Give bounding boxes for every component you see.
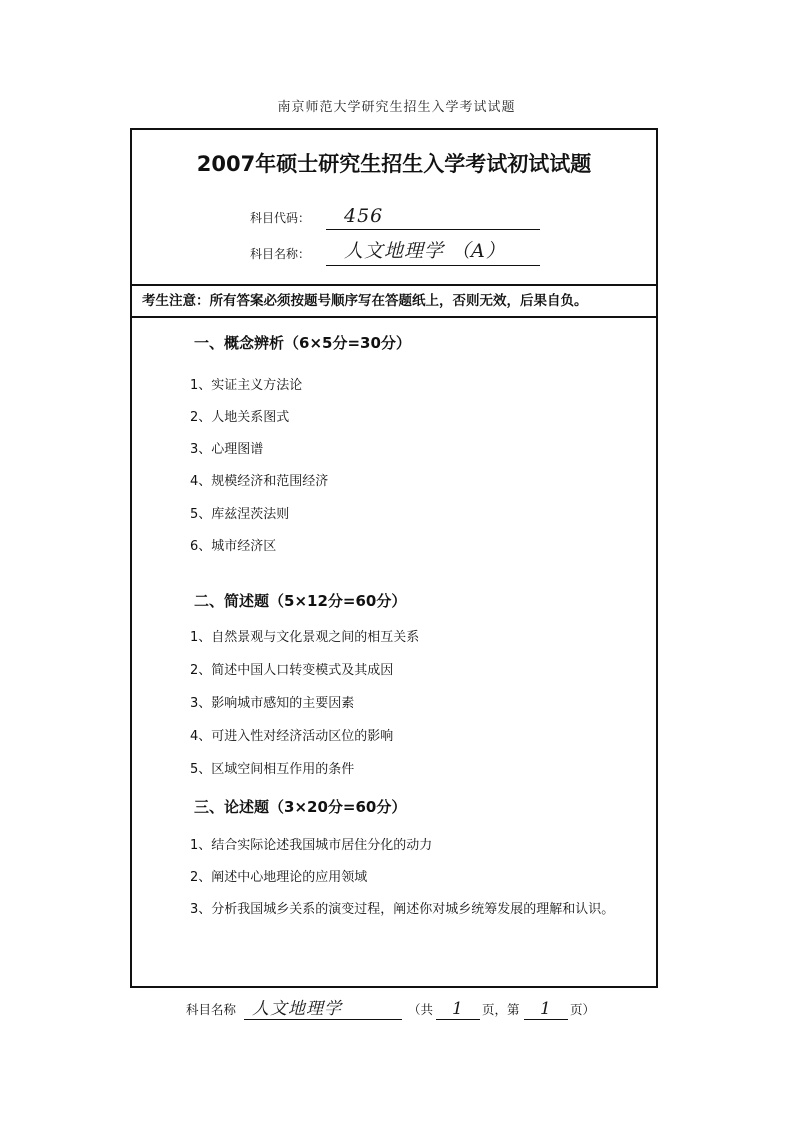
subject-name-label: 科目名称： [250,247,311,261]
subject-code-value: 456 [344,205,384,227]
question-item: 2、简述中国人口转变模式及其成因 [190,663,394,678]
subject-name-row [250,238,540,266]
question-item: 3、影响城市感知的主要因素 [190,696,355,711]
footer-name-label: 科目名称 [186,1002,237,1017]
footer-name-value: 人文地理学 [252,999,342,1019]
subject-name-value: 人文地理学 （A） [344,240,506,262]
candidate-notice: 考生注意：所有答案必须按题号顺序写在答题纸上，否则无效，后果自负。 [132,284,656,318]
question-item: 1、自然景观与文化景观之间的相互关系 [190,630,420,645]
question-item: 5、区域空间相互作用的条件 [190,762,355,777]
footer-name-line [244,997,402,1020]
question-item: 6、城市经济区 [190,539,277,554]
subject-name-line [326,237,540,266]
subject-code-line [326,201,540,230]
question-item: 2、阐述中心地理论的应用领域 [190,870,368,885]
section-title-concepts: 一、概念辨析（6×5分=30分） [194,334,411,352]
section-title-short-answer: 二、简述题（5×12分=60分） [194,592,407,610]
question-item: 3、心理图谱 [190,442,264,457]
section-title-essay: 三、论述题（3×20分=60分） [194,798,407,816]
footer-total-pages: 1 [452,999,464,1019]
footer-current-page: 1 [540,999,552,1019]
footer-page-suffix: 页） [570,1002,596,1017]
exam-title: 2007年硕士研究生招生入学考试初试试题 [196,152,592,176]
footer-page-line [524,997,568,1020]
question-item: 5、库兹涅茨法则 [190,507,290,522]
question-item: 3、分析我国城乡关系的演变过程，阐述你对城乡统筹发展的理解和认识。 [190,902,615,917]
question-item: 4、可进入性对经济活动区位的影响 [190,729,394,744]
question-item: 1、结合实际论述我国城市居住分化的动力 [190,838,433,853]
subject-code-row [250,202,540,230]
question-item: 2、人地关系图式 [190,410,290,425]
footer-page-mid: 页，第 [482,1002,520,1017]
footer-total-line [436,997,480,1020]
question-item: 1、实证主义方法论 [190,378,303,393]
exam-paper-box [130,128,658,988]
header-caption: 南京师范大学研究生招生入学考试试题 [277,100,516,115]
subject-code-label: 科目代码： [250,211,311,225]
footer-total-prefix: （共 [408,1002,434,1017]
page-footer [186,996,606,1024]
question-item: 4、规模经济和范围经济 [190,474,329,489]
